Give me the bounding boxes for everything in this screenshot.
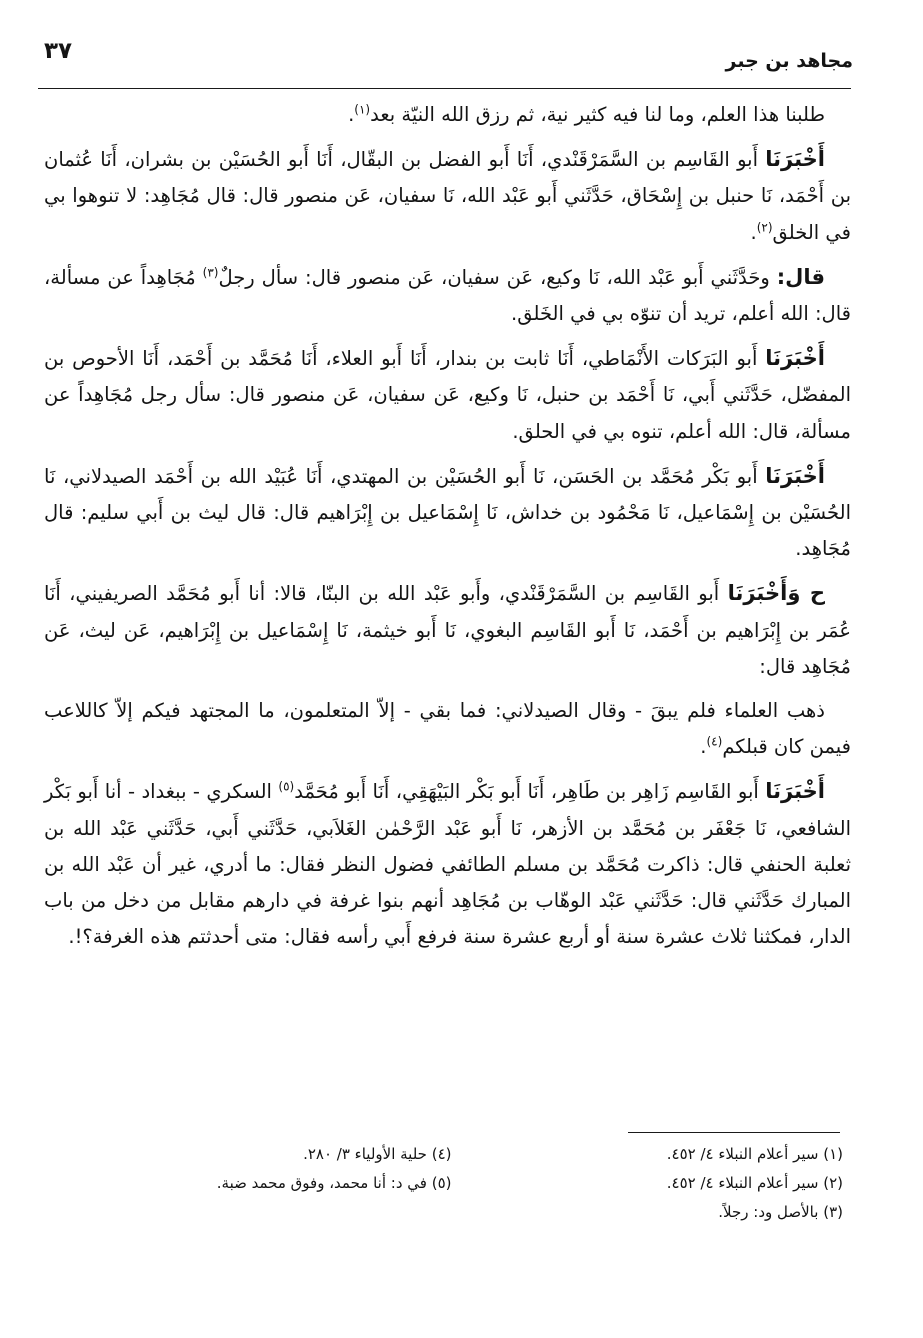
akhbarana-keyword: أَخْبَرَنَا — [765, 346, 825, 371]
footnote-ref: (٣) — [202, 265, 219, 280]
akhbarana-keyword: أَخْبَرَنَا — [765, 463, 825, 488]
footnote-ref: (٥) — [278, 779, 295, 794]
akhbarana-keyword: أَخْبَرَنَا — [765, 779, 825, 804]
footnote-ref: (٢) — [756, 220, 773, 235]
paragraph-7: ذهب العلماء فلم يبقَ - وقال الصيدلاني: فما بقي - إلاّ المتعلمون، ما المجتهد فيكم إلاّ كاللاعب فيمن كان قبلكم$^{(٤)}$. — [44, 699, 851, 759]
footnote-ref: (٤) — [706, 734, 723, 749]
paragraph-2: أَخْبَرَنَا أَبو القَاسِم بن السَّمَرْقَنْدي، أَنَا أَبو الفضل بن البقّال، أَنَا أَبو الحُسَيْن بن بشران، أَنَا عُثمان بن أَحْمَد، نَا حنبل بن إِسْحَاق، حَدَّثَني أَبو عَبْد الله، نَا سفيان، عَن منصور قال: قال مُجَاهِد: لا تنوهوا بي في الخلق$^{(٢)}$. — [44, 147, 851, 244]
footnote-item: (٥) في د: أنا محمد، وفوق محمد ضبة. — [216, 1174, 452, 1192]
footnote-item: (٤) حلية الأولياء ٣/ ٢٨٠. — [303, 1145, 452, 1163]
paragraph-6: ح وَأَخْبَرَنَا أَبو القَاسِم بن السَّمَرْقَنْدي، وأَبو عَبْد الله بن البنّا، قالا: أنا أَبو مُحَمَّد الصريفيني، أَنَا عُمَر بن إِبْرَاهيم بن أَحْمَد، نَا أَبو القَاسِم البغوي، نَا أَبو خيثمة، نَا إِسْمَاعيل بن إِبْرَاهيم، عَن ليث، عَن مُجَاهِد قال: — [44, 581, 851, 678]
akhbarana-keyword: ح وَأَخْبَرَنَا — [727, 581, 825, 606]
footnote-item: (١) سير أعلام النبلاء ٤/ ٤٥٢. — [666, 1145, 843, 1163]
main-text — [44, 96, 851, 963]
akhbarana-keyword: أَخْبَرَنَا — [765, 147, 825, 172]
paragraph-5: أَخْبَرَنَا أَبو بَكْر مُحَمَّد بن الحَسَن، نَا أَبو الحُسَيْن بن المهتدي، أَنَا عُبَيْد الله بن أَحْمَد الصيدلاني، نَا الحُسَيْن بن إِسْمَاعيل، نَا مَحْمُود بن خداش، نَا إِسْمَاعيل بن إِبْرَاهيم قال: قال ليث بن أَبي سليم: قال مُجَاهِد. — [44, 463, 851, 561]
footnote-ref: (١) — [354, 102, 371, 117]
footnote-item: (٢) سير أعلام النبلاء ٤/ ٤٥٢. — [666, 1174, 843, 1192]
page-header — [40, 38, 853, 88]
paragraph-3: قال: وحَدَّثَني أَبو عَبْد الله، نَا وكيع، عَن سفيان، عَن منصور قال: سأل رجلٌ$^{(٣)}$ مُجَاهِداً عن مسألة، قال: الله أعلم، تريد أن تنوّه بي في الخَلق. — [44, 264, 851, 326]
qala-keyword: قال: — [776, 264, 825, 289]
header-rule — [38, 88, 851, 89]
footnotes — [60, 1140, 843, 1227]
paragraph-1: طلبنا هذا العلم، وما لنا فيه كثير نية، ثم رزق الله النيّة بعد$^{(١)}$. — [348, 102, 825, 126]
footnote-item: (٣) بالأصل ود: رجلاً. — [718, 1203, 843, 1221]
paragraph-4: أَخْبَرَنَا أَبو البَرَكات الأَنْمَاطي، أَنَا ثابت بن بندار، أَنَا أَبو العلاء، أَنَا مُحَمَّد بن أَحْمَد، أَنَا الأحوص بن المفضّل، حَدَّثَني أَبي، نَا أَحْمَد بن حنبل، نَا وكيع، عَن سفيان، عَن منصور قال: سأل رجل مُجَاهِداً عن مسألة، قال: الله أعلم، تنوه بي في الحلق. — [44, 346, 851, 443]
running-title: مجاهد بن جبر — [725, 50, 853, 72]
paragraph-8: أَخْبَرَنَا أَبو القَاسِم زَاهِر بن طَاهِر، أَنَا أَبو بَكْر البَيْهَقِي، أَنَا أَبو مُحَمَّد$^{(٥)}$ السكري - ببغداد - أنا أَبو بَكْر الشافعي، نَا جَعْفَر بن مُحَمَّد بن الأزهر، نَا أَبو عَبْد الرَّحْمٰن الغَلاَبي، حَدَّثَني أَبي، حَدَّثَني عَبْد الله بن ثعلبة الحنفي قال: ذاكرت مُحَمَّد بن مسلم الطائفي فضول النظر فقال: ما أدري، غير أن عَبْد الله بن المبارك حَدَّثَني قال: حَدَّثَني عَبْد الوهّاب بن مُجَاهِد أنهم بنوا غرفة في دارهم مقابل من دخل من باب الدار، فمكثنا ثلاث عشرة سنة أو أربع عشرة سنة فرفع أَبي رأسه فقال: متى أحدثتم هذه الغرفة؟!. — [44, 779, 851, 949]
page-number: ٣٧ — [44, 38, 73, 64]
footnote-column-left — [60, 1140, 452, 1227]
footnote-rule — [628, 1132, 840, 1133]
footnote-column-right — [452, 1140, 844, 1227]
